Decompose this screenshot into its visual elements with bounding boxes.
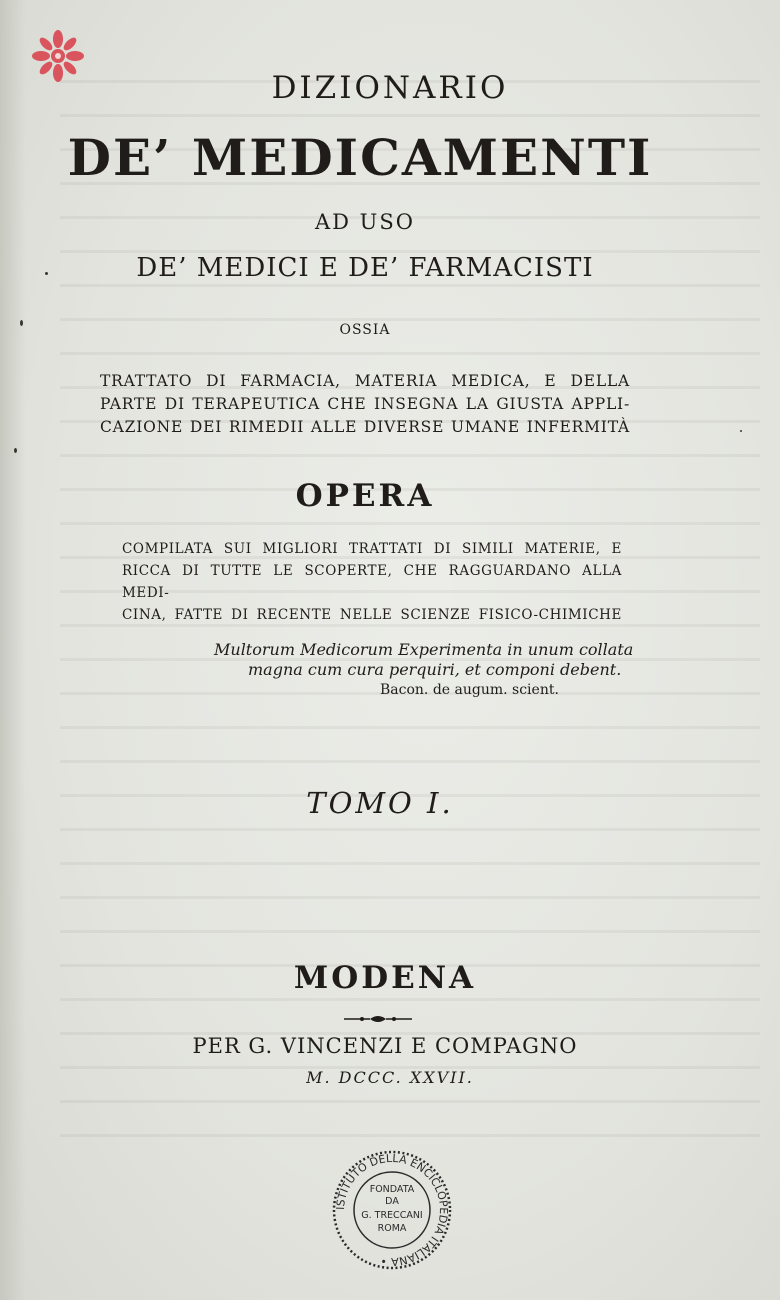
title-line-medici: DE’ MEDICI E DE’ FARMACISTI: [136, 253, 594, 283]
compilata-line: RICCA DI TUTTE LE SCOPERTE, CHE RAGGUARDANO ALLA MEDI-: [122, 563, 622, 601]
volume-label: TOMO I.: [306, 786, 454, 820]
publisher: PER G. VINCENZI E COMPAGNO: [192, 1034, 578, 1058]
epigraph-line: magna cum cura perquiri, et componi debent.: [248, 660, 622, 679]
library-stamp: [330, 1148, 454, 1272]
title-line-medicamenti: DE’ MEDICAMENTI: [67, 128, 653, 187]
paper-speck: [14, 448, 17, 453]
compilata-block: [122, 538, 622, 626]
ossia-label: OSSIA: [339, 322, 391, 338]
subtitle-block: [100, 370, 630, 439]
publication-date: M. DCCC. XXVII.: [306, 1068, 474, 1087]
subtitle-line: PARTE DI TERAPEUTICA CHE INSEGNA LA GIUSTA APPLI-: [100, 395, 630, 413]
svg-text:FONDATA: FONDATA: [369, 1184, 415, 1195]
svg-text:G. TRECCANI: G. TRECCANI: [361, 1210, 423, 1221]
paper-speck: [740, 430, 742, 432]
compilata-line: COMPILATA SUI MIGLIORI TRATTATI DI SIMILI MATERIE, E: [122, 541, 622, 557]
paper-speck: [20, 320, 23, 326]
subtitle-line: TRATTATO DI FARMACIA, MATERIA MEDICA, E DELLA: [100, 372, 630, 390]
spine-shadow: [0, 0, 26, 1300]
svg-text:DA: DA: [385, 1196, 399, 1207]
epigraph-line: Multorum Medicorum Experimenta in unum collata: [214, 640, 634, 659]
epigraph-attribution: Bacon. de augum. scient.: [380, 682, 559, 698]
opera-heading: OPERA: [295, 478, 435, 514]
svg-text:ROMA: ROMA: [377, 1223, 407, 1234]
flourish-divider-icon: [342, 1013, 414, 1025]
subtitle-line: CAZIONE DEI RIMEDII ALLE DIVERSE UMANE INFERMITÀ: [100, 418, 630, 436]
title-line-ad-uso: AD USO: [315, 210, 415, 234]
svg-text:ISTITUTO DELLA ENCICLOPEDIA IT: ISTITUTO DELLA ENCICLOPEDIA ITALIANA •: [333, 1151, 451, 1269]
compilata-line: CINA, FATTE DI RECENTE NELLE SCIENZE FISICO-CHIMICHE: [122, 607, 622, 623]
title-line-dizionario: DIZIONARIO: [271, 70, 509, 106]
epigraph: [214, 640, 634, 680]
imprint-city: MODENA: [293, 960, 477, 996]
paper-speck: [45, 272, 48, 275]
